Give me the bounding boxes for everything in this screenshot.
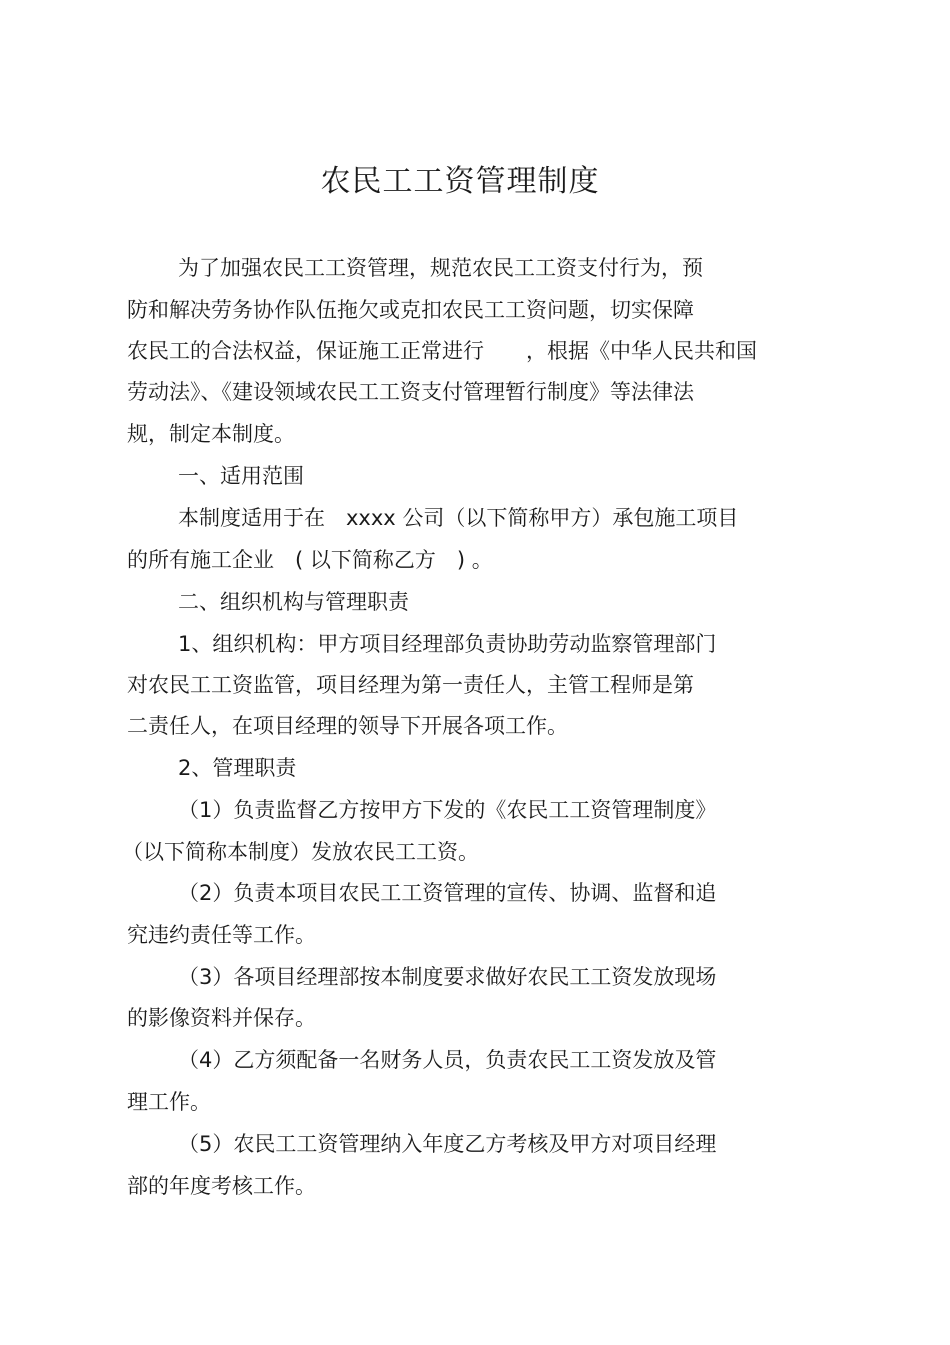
paragraph-line: 对农民工工资监管，项目经理为第一责任人，主管工程师是第 <box>127 673 694 697</box>
list-item-line: 究违约责任等工作。 <box>127 923 316 947</box>
list-item-line: （4）乙方须配备一名财务人员，负责农民工工资发放及管 <box>178 1048 717 1072</box>
paragraph-line: 防和解决劳务协作队伍拖欠或克扣农民工工资问题，切实保障 <box>127 298 694 322</box>
paragraph-line: 本制度适用于在 xxxx 公司（以下简称甲方）承包施工项目 <box>178 506 739 530</box>
list-item-line: （以下简称本制度）发放农民工工资。 <box>122 840 479 864</box>
paragraph-line: 的所有施工企业 ( 以下简称乙方 ) 。 <box>127 548 493 572</box>
paragraph-line: 二责任人，在项目经理的领导下开展各项工作。 <box>127 714 568 738</box>
paragraph-line: 规，制定本制度。 <box>127 422 295 446</box>
list-item-line: （1）负责监督乙方按甲方下发的《农民工工资管理制度》 <box>178 798 717 822</box>
document-title: 农民工工资管理制度 <box>320 164 600 199</box>
list-item-line: 的影像资料并保存。 <box>127 1006 316 1030</box>
paragraph-line: 1、组织机构：甲方项目经理部负责协助劳动监察管理部门 <box>178 632 717 656</box>
list-item-line: （2）负责本项目农民工工资管理的宣传、协调、监督和追 <box>178 881 717 905</box>
list-item-line: 部的年度考核工作。 <box>127 1174 316 1198</box>
list-item-line: （5）农民工工资管理纳入年度乙方考核及甲方对项目经理 <box>178 1132 717 1156</box>
paragraph-line: 为了加强农民工工资管理，规范农民工工资支付行为，预 <box>178 256 703 280</box>
paragraph-line: 农民工的合法权益，保证施工正常进行 ，根据《中华人民共和国 <box>127 339 757 363</box>
section-heading: 二、组织机构与管理职责 <box>178 590 409 614</box>
list-item-line: 理工作。 <box>127 1090 211 1114</box>
paragraph-line: 劳动法》、《建设领域农民工工资支付管理暂行制度》等法律法 <box>127 380 694 404</box>
subsection-heading: 2、管理职责 <box>178 756 297 780</box>
list-item-line: （3）各项目经理部按本制度要求做好农民工工资发放现场 <box>178 965 717 989</box>
section-heading: 一、适用范围 <box>178 464 304 488</box>
